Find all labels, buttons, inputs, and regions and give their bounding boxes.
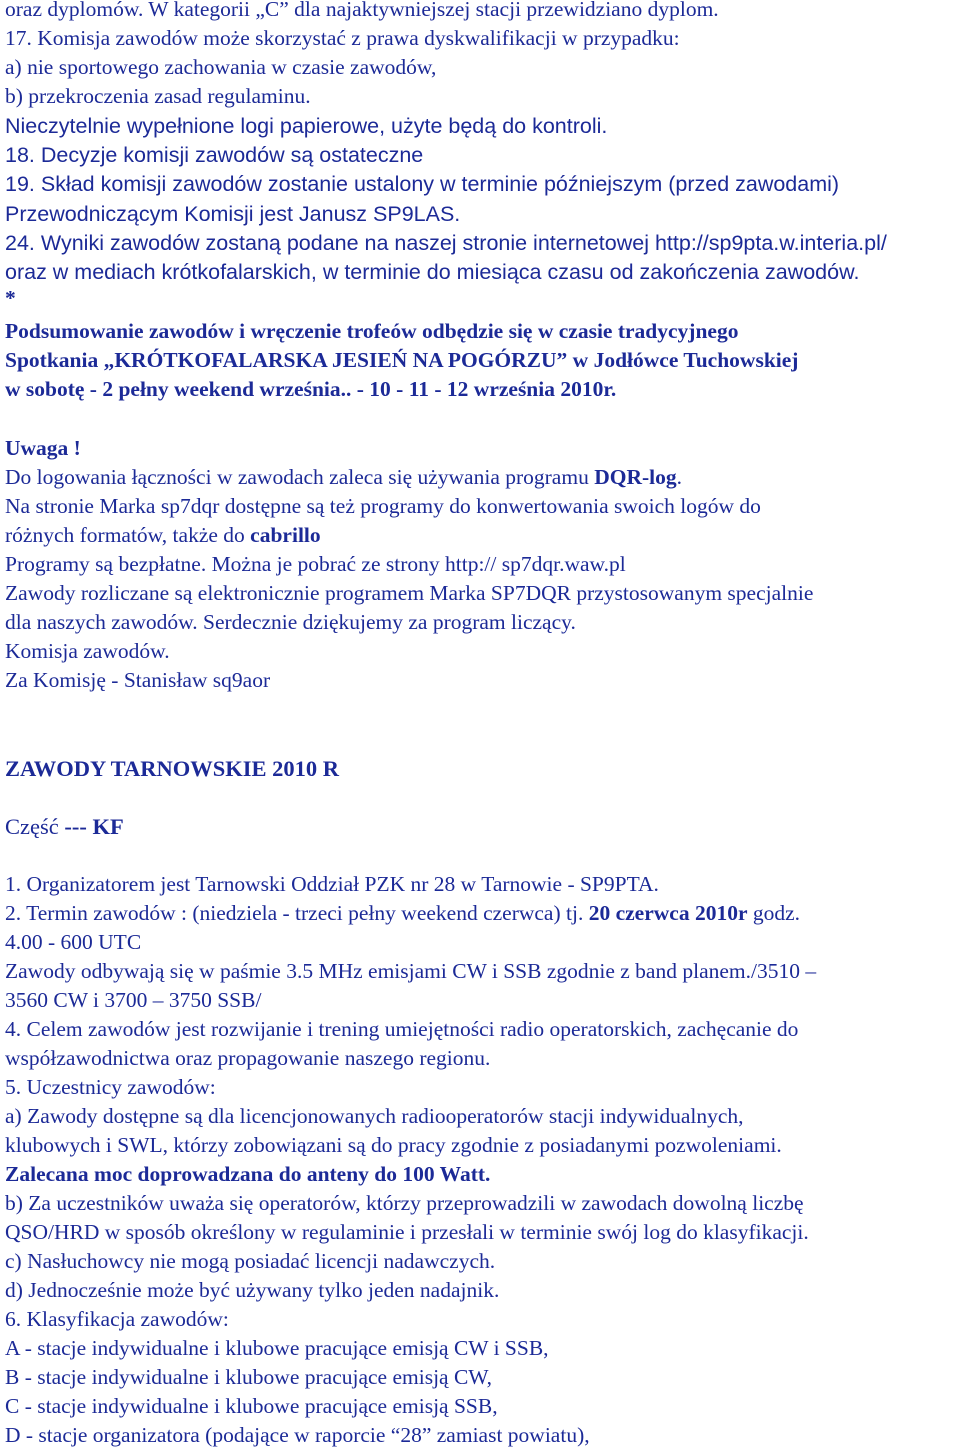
format-name: cabrillo bbox=[250, 523, 321, 547]
text-segment: różnych formatów, także do bbox=[5, 523, 251, 547]
text-line: 4.00 - 600 UTC bbox=[5, 930, 142, 954]
rule-6: 6. Klasyfikacja zawodów: bbox=[5, 1307, 229, 1331]
rule-19: 19. Skład komisji zawodów zostanie ustalony w terminie późniejszym (przed zawodami) bbox=[5, 172, 840, 196]
text-segment: Do logowania łączności w zawodach zaleca się używania programu bbox=[5, 465, 595, 489]
text-line: d) Jednocześnie może być używany tylko jeden nadajnik. bbox=[5, 1278, 500, 1302]
text-line: oraz dyplomów. W kategorii „C” dla najaktywniejszej stacji przewidziano dyplom. bbox=[5, 0, 719, 21]
text-line: QSO/HRD w sposób określony w regulaminie i przesłali w terminie swój log do klasyfikacji. bbox=[5, 1220, 809, 1244]
rule-17: 17. Komisja zawodów może skorzystać z prawa dyskwalifikacji w przypadku: bbox=[5, 26, 680, 50]
text-segment: 2. Termin zawodów : (niedziela - trzeci pełny weekend czerwca) tj. bbox=[5, 901, 589, 925]
text-line: Zawody rozliczane są elektronicznie programem Marka SP7DQR przystosowanym specjalnie bbox=[5, 581, 814, 605]
class-item: B - stacje indywidualne i klubowe pracujące emisją CW, bbox=[5, 1365, 492, 1389]
text-line: Nieczytelnie wypełnione logi papierowe, użyte będą do kontroli. bbox=[5, 114, 608, 138]
text-line: klubowych i SWL, którzy zobowiązani są do pracy zgodnie z posiadanymi pozwoleniami. bbox=[5, 1133, 782, 1157]
summary-line: Spotkania „KRÓTKOFALARSKA JESIEŃ NA POGÓRZU” w Jodłówce Tuchowskiej bbox=[5, 348, 799, 372]
separator-star: * bbox=[5, 286, 16, 310]
rule-4: 4. Celem zawodów jest rozwijanie i trening umiejętności radio operatorskich, zachęcanie do bbox=[5, 1017, 799, 1041]
text-line: 3560 CW i 3700 – 3750 SSB/ bbox=[5, 988, 262, 1012]
text-line bbox=[5, 521, 321, 550]
contest-date: 20 czerwca 2010r bbox=[588, 901, 748, 925]
class-item: D - stacje organizatora (podające w raporcie “28” zamiast powiatu), bbox=[5, 1423, 590, 1447]
rule-18: 18. Decyzje komisji zawodów są ostateczne bbox=[5, 143, 424, 167]
text-segment: . bbox=[676, 465, 682, 489]
section-heading: ZAWODY TARNOWSKIE 2010 R bbox=[5, 756, 340, 781]
text-segment: --- KF bbox=[58, 814, 124, 839]
text-line: współzawodnictwa oraz propagowanie naszego regionu. bbox=[5, 1046, 491, 1070]
text-line: dla naszych zawodów. Serdecznie dziękujemy za program liczący. bbox=[5, 610, 576, 634]
part-heading bbox=[5, 812, 124, 841]
rule-24 bbox=[5, 229, 887, 258]
rule-2 bbox=[5, 899, 800, 928]
text-line: Na stronie Marka sp7dqr dostępne są też programy do konwertowania swoich logów do bbox=[5, 494, 761, 518]
summary-line: Podsumowanie zawodów i wręczenie trofeów odbędzie się w czasie tradycyjnego bbox=[5, 319, 739, 343]
text-line: b) przekroczenia zasad regulaminu. bbox=[5, 84, 311, 108]
signature-line: Za Komisję - Stanisław sq9aor bbox=[5, 668, 271, 692]
text-line: a) Zawody dostępne są dla licencjonowanych radiooperatorów stacji indywidualnych, bbox=[5, 1104, 744, 1128]
text-line: a) nie sportowego zachowania w czasie zawodów, bbox=[5, 55, 437, 79]
text-line: c) Nasłuchowcy nie mogą posiadać licencji nadawczych. bbox=[5, 1249, 496, 1273]
summary-line: w sobotę - 2 pełny weekend września.. - 10 - 11 - 12 września 2010r. bbox=[5, 377, 617, 401]
rule-5: 5. Uczestnicy zawodów: bbox=[5, 1075, 216, 1099]
text-line bbox=[5, 463, 682, 492]
text-segment: 24. Wyniki zawodów zostaną podane na naszej stronie internetowej bbox=[5, 231, 655, 255]
text-line bbox=[5, 550, 626, 579]
text-segment: Część bbox=[5, 814, 59, 839]
note-title: Uwaga ! bbox=[5, 436, 81, 460]
program-name: DQR-log bbox=[594, 465, 677, 489]
text-line: Zawody odbywają się w paśmie 3.5 MHz emisjami CW i SSB zgodnie z band planem./3510 – bbox=[5, 959, 817, 983]
text-line: Komisja zawodów. bbox=[5, 639, 170, 663]
class-item: A - stacje indywidualne i klubowe pracujące emisją CW i SSB, bbox=[5, 1336, 549, 1360]
class-item: C - stacje indywidualne i klubowe pracujące emisją SSB, bbox=[5, 1394, 498, 1418]
text-line: Przewodniczącym Komisji jest Janusz SP9LAS. bbox=[5, 202, 461, 226]
text-line: b) Za uczestników uważa się operatorów, którzy przeprowadzili w zawodach dowolną liczbę bbox=[5, 1191, 804, 1215]
download-link[interactable]: http:// sp7dqr.waw.pl bbox=[445, 552, 626, 576]
text-segment: Programy są bezpłatne. Można je pobrać ze strony bbox=[5, 552, 445, 576]
text-segment: godz. bbox=[747, 901, 801, 925]
power-note: Zalecana moc doprowadzana do anteny do 100 Watt. bbox=[5, 1162, 491, 1186]
website-link[interactable]: http://sp9pta.w.interia.pl/ bbox=[654, 231, 887, 255]
rule-1: 1. Organizatorem jest Tarnowski Oddział PZK nr 28 w Tarnowie - SP9PTA. bbox=[5, 872, 659, 896]
text-line: oraz w mediach krótkofalarskich, w terminie do miesiąca czasu od zakończenia zawodów. bbox=[5, 260, 860, 284]
